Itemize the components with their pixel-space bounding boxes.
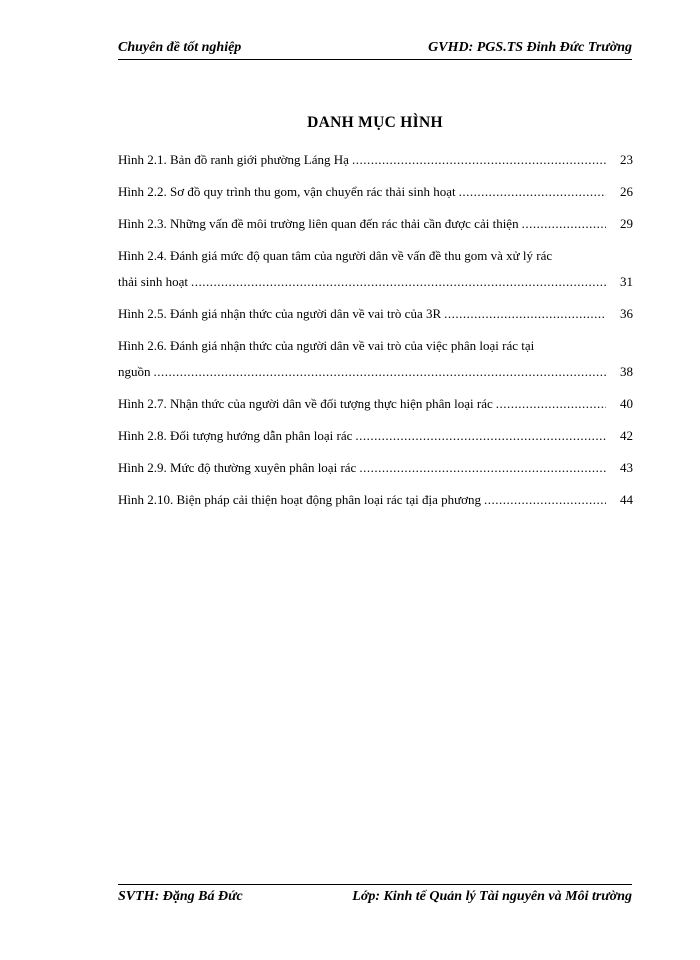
dot-leader <box>154 364 607 380</box>
entry-text: Hình 2.4. Đánh giá mức độ quan tâm của người dân về vấn đề thu gom và xử lý rác <box>118 248 553 263</box>
figure-list <box>118 150 633 507</box>
header-left: Chuyên đề tốt nghiệp <box>118 40 242 55</box>
page-footer <box>118 884 632 905</box>
list-item <box>118 460 633 476</box>
page-number: 44 <box>620 492 633 507</box>
entry-text: Hình 2.10. Biện pháp cải thiện hoạt động phân loại rác tại địa phương <box>118 492 482 507</box>
list-item <box>118 428 633 444</box>
dot-leader <box>459 184 606 200</box>
entry-text: Hình 2.5. Đánh giá nhận thức của người dân về vai trò của 3R <box>118 306 442 321</box>
entry-text: Hình 2.6. Đánh giá nhận thức của người dân về vai trò của việc phân loại rác tại <box>118 338 535 353</box>
page-number: 42 <box>620 428 633 443</box>
page-number: 40 <box>620 396 633 411</box>
entry-text: Hình 2.9. Mức độ thường xuyên phân loại rác <box>118 460 357 475</box>
page-number: 43 <box>620 460 633 475</box>
dot-leader <box>444 306 606 322</box>
entry-continuation: nguồn <box>118 364 151 379</box>
entry-continuation: thải sinh hoạt <box>118 274 189 289</box>
page-number: 29 <box>620 216 633 231</box>
list-item <box>118 306 633 322</box>
page-header <box>118 40 632 60</box>
header-right: GVHD: PGS.TS Đinh Đức Trường <box>428 40 632 55</box>
dot-leader <box>496 396 606 412</box>
page-number: 31 <box>620 274 633 289</box>
page-title: DANH MỤC HÌNH <box>307 114 443 131</box>
list-item <box>118 152 633 168</box>
page-number: 23 <box>620 152 633 167</box>
dot-leader <box>359 460 606 476</box>
dot-leader <box>522 216 606 232</box>
dot-leader <box>191 274 606 290</box>
entry-text: Hình 2.1. Bản đồ ranh giới phường Láng Hạ <box>118 152 349 167</box>
list-item <box>118 492 633 508</box>
list-item <box>118 396 633 412</box>
page-number: 38 <box>620 364 633 379</box>
entry-text: Hình 2.7. Nhận thức của người dân về đối tượng thực hiện phân loại rác <box>118 396 493 411</box>
dot-leader <box>484 492 606 508</box>
list-item <box>118 184 633 200</box>
footer-right: Lớp: Kinh tế Quản lý Tài nguyên và Môi trường <box>352 889 632 904</box>
dot-leader <box>355 428 606 444</box>
list-item <box>118 216 633 232</box>
entry-text: Hình 2.8. Đối tượng hướng dẫn phân loại rác <box>118 428 353 443</box>
page-number: 36 <box>620 306 633 321</box>
page-number: 26 <box>620 184 633 199</box>
list-item <box>118 338 633 380</box>
list-item <box>118 248 633 290</box>
entry-text: Hình 2.2. Sơ đồ quy trình thu gom, vận chuyển rác thải sinh hoạt <box>118 184 456 199</box>
entry-text: Hình 2.3. Những vấn đề môi trường liên quan đến rác thải cần được cải thiện <box>118 216 519 231</box>
dot-leader <box>352 152 606 168</box>
footer-left: SVTH: Đặng Bá Đức <box>118 889 243 904</box>
